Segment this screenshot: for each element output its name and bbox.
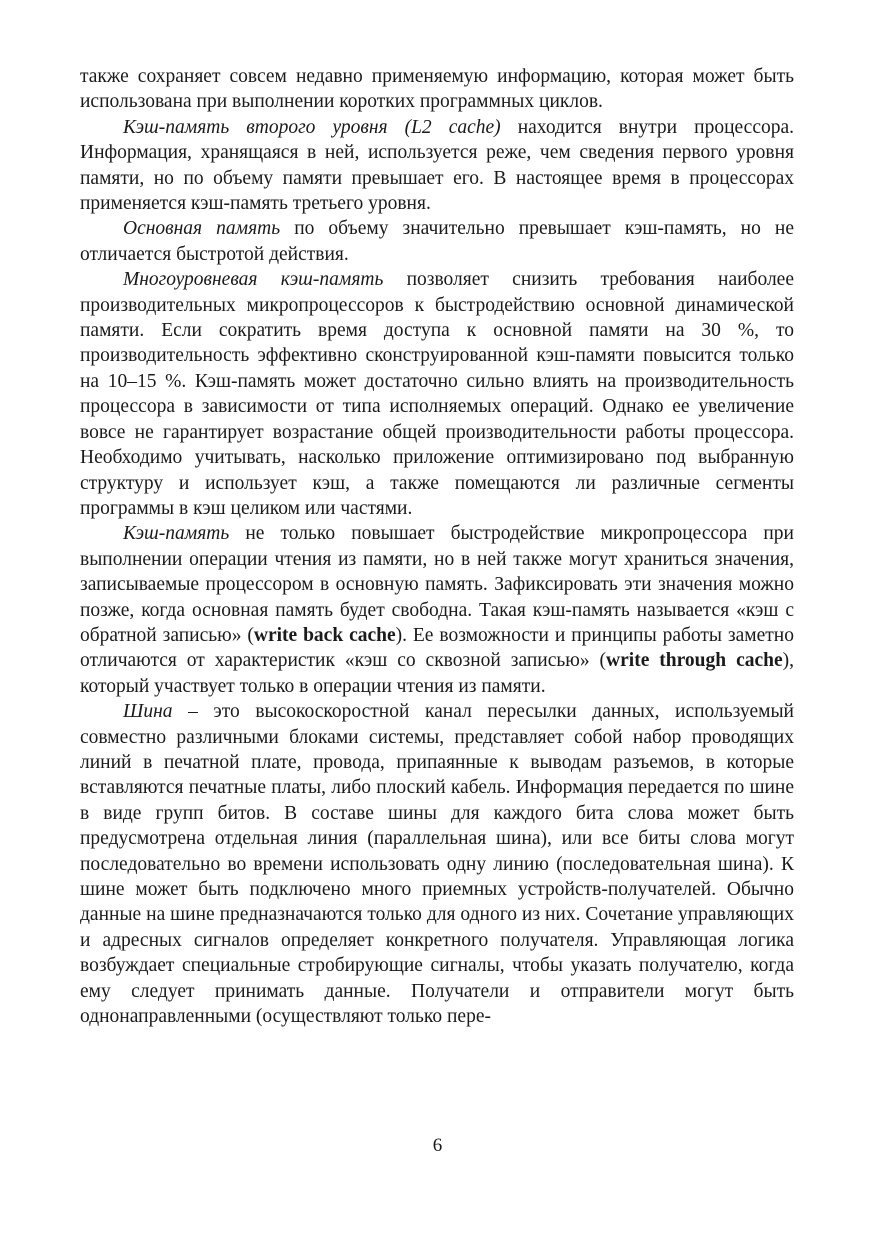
paragraph-text: ). Ее возможности и принципы работы заметно отличаются от характеристик «кэш со сквозной записью» ( [80, 624, 794, 672]
term-italic: Кэш-память второго уровня (L2 cache) [123, 116, 501, 138]
page-number: 6 [432, 1135, 443, 1156]
paragraph-multilevel-cache [80, 267, 794, 521]
paragraph-text: не только повышает быстродействие микропроцессора при выполнении операции чтения из памяти, но в ней также могут храниться значения, записываемые процессором в основную память. Зафиксировать эти значения можно позже, когда основная память будет свободна. Такая кэш-память называется «кэш с обратной записью» ( [80, 523, 794, 646]
page-body [80, 64, 794, 1029]
paragraph-text: находится внутри процессора. Информация, хранящаяся в ней, используется реже, чем сведения первого уровня памяти, но по объему памяти превышает его. В настоящее время в процессорах применяется кэш-память третьего уровня. [80, 116, 795, 215]
paragraph-main-memory [80, 216, 794, 267]
term-italic: Основная память [123, 218, 281, 240]
term-bold-write-back: write back cache [253, 624, 396, 646]
paragraph-cache-write [80, 521, 794, 699]
term-italic: Кэш-память [123, 523, 230, 545]
term-italic: Многоуровневая кэш-память [123, 269, 384, 291]
term-italic: Шина [123, 701, 173, 723]
paragraph-text: также сохраняет совсем недавно применяемую информацию, которая может быть использована при выполнении коротких программных циклов. [80, 66, 794, 113]
paragraph-text: позволяет снизить требования наиболее производительных микропроцессоров к быстродействию основной динамической памяти. Если сократить время доступа к основной памяти на 30 %, то производительность эффективно сконструированной кэш-памяти повысится только на 10–15 %. Кэш-память может достаточно сильно влиять на производительность процессора в зависимости от типа исполняемых операций. Однако ее увеличение вовсе не гарантирует возрастание общей производительности работы процессора. Необходимо учитывать, насколько приложение оптимизировано под выбранную структуру и использует кэш, а также помещаются ли различные сегменты программы в кэш целиком или частями. [80, 269, 794, 519]
paragraph-text: – это высокоскоростной канал пересылки данных, используемый совместно различными блоками системы, представляет собой набор проводящих линий в печатной плате, провода, припаянные к выводам разъемов, в которые вставляются печатные платы, либо плоский кабель. Информация передается по шине в виде групп битов. В составе шины для каждого бита слова может быть предусмотрена отдельная линия (параллельная шина), или все биты слова могут последовательно во времени использовать одну линию (последовательная шина). К шине может быть подключено много приемных устройств-получателей. Обычно данные на шине предназначаются только для одного из них. Сочетание управляющих и адресных сигналов определяет конкретного получателя. Управляющая логика возбуждает специальные стробирующие сигналы, чтобы указать получателю, когда ему следует принимать данные. Получатели и отправители могут быть однонаправленными (осуществляют только пере- [80, 701, 794, 1028]
paragraph-text: по объему значительно превышает кэш-память, но не отличается быстротой действия. [80, 218, 794, 265]
paragraph-text: ), который участвует только в операции чтения из памяти. [80, 650, 794, 697]
paragraph-bus [80, 699, 794, 1029]
paragraph-continuation [80, 64, 794, 115]
paragraph-l2-cache [80, 115, 794, 217]
term-bold-write-through: write through cache [606, 650, 783, 672]
